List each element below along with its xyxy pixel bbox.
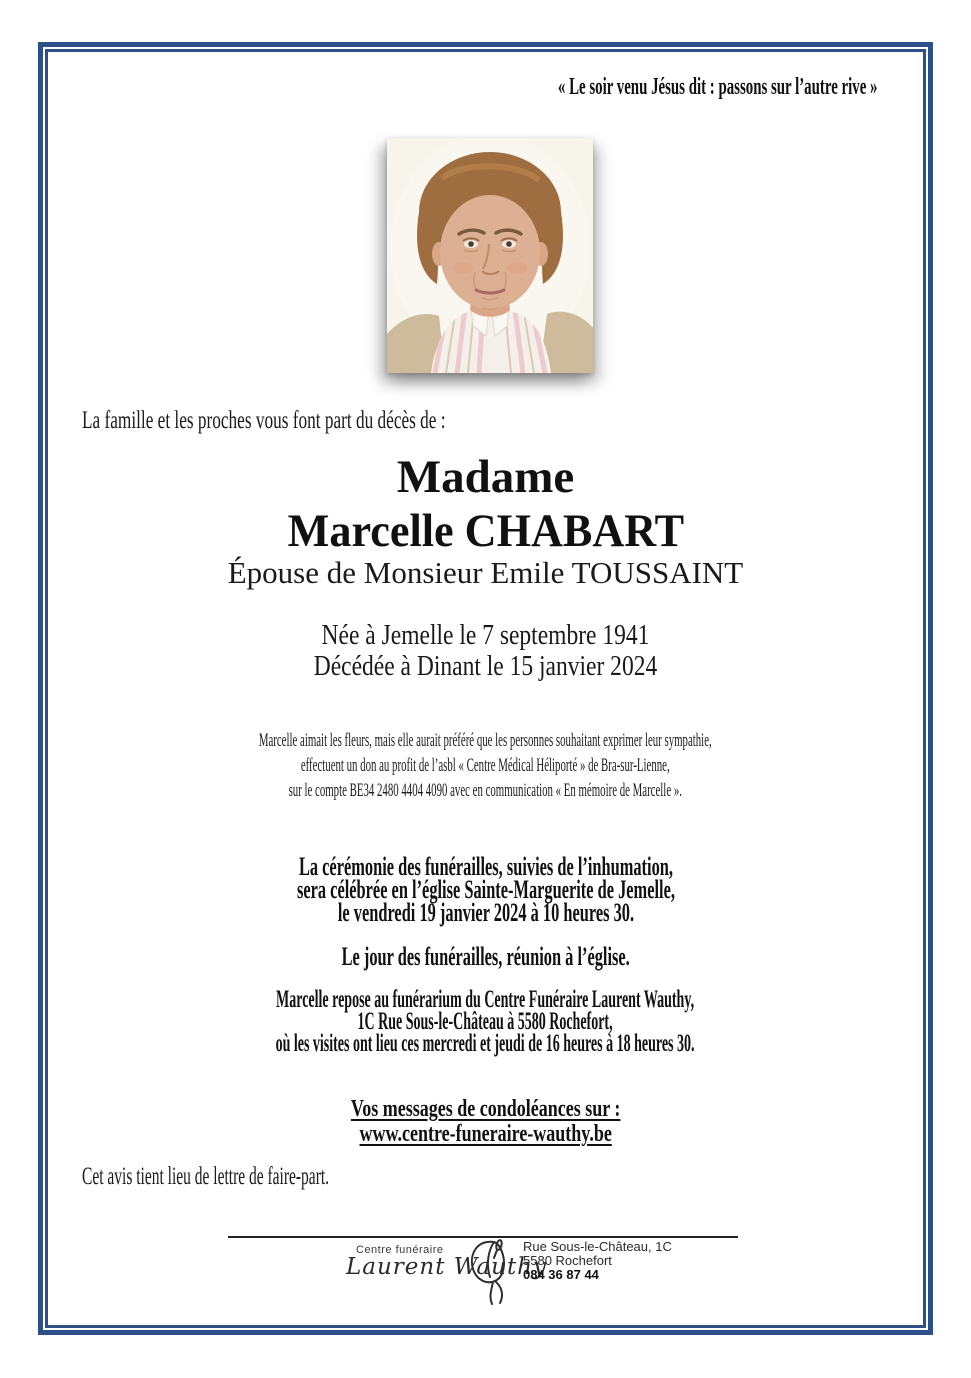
intro-text <box>82 407 609 435</box>
portrait-photo <box>387 138 593 373</box>
funeral-home-address <box>523 1240 672 1282</box>
repose-line: Marcelle repose au funérarium du Centre Funéraire Laurent Wauthy, <box>276 986 695 1013</box>
deceased-name-text: Marcelle CHABART <box>287 505 684 557</box>
address-line-2: 5580 Rochefort <box>523 1253 612 1268</box>
donation-paragraph <box>0 728 971 803</box>
repose-details <box>0 986 971 1057</box>
meeting-line-text: Le jour des funérailles, réunion à l’église. <box>341 942 630 971</box>
spouse-line-text: Épouse de Monsieur Emile TOUSSAINT <box>227 555 744 590</box>
scripture-quote-text: « Le soir venu Jésus dit : passons sur l’autre rive » <box>557 74 878 100</box>
donation-line: effectuent un don au profit de l’asbl « Centre Médical Héliporté » de Bra-sur-Lienne, <box>301 755 670 776</box>
deceased-title <box>0 452 971 502</box>
condolences-website: www.centre-funeraire-wauthy.be <box>359 1121 612 1147</box>
notice-line-text: Cet avis tient lieu de lettre de faire-part. <box>82 1163 330 1190</box>
ceremony-line: le vendredi 19 janvier 2024 à 10 heures 30. <box>337 898 634 927</box>
donation-line: sur le compte BE34 2480 4404 4090 avec en communication « En mémoire de Marcelle ». <box>288 780 683 801</box>
ceremony-line: sera célébrée en l’église Sainte-Marguerite de Jemelle, <box>296 875 675 904</box>
death-line: Décédée à Dinant le 15 janvier 2024 <box>313 651 658 682</box>
birth-line: Née à Jemelle le 7 septembre 1941 <box>321 620 650 651</box>
condolences-label: Vos messages de condoléances sur : <box>350 1096 621 1122</box>
repose-line: 1C Rue Sous-le-Château à 5580 Rochefort, <box>357 1008 614 1035</box>
donation-line: Marcelle aimait les fleurs, mais elle aurait préféré que les personnes souhaitant exprimer leur sympathie, <box>259 730 712 751</box>
notice-line <box>82 1163 480 1191</box>
funeral-home-logo-small-text: Centre funéraire <box>356 1244 444 1256</box>
calla-lily-icon <box>466 1237 516 1310</box>
portrait-illustration <box>387 138 593 373</box>
repose-line: où les visites ont lieu ces mercredi et jeudi de 16 heures à 18 heures 30. <box>276 1030 695 1057</box>
funeral-home-logo <box>346 1244 547 1278</box>
deceased-title-text: Madame <box>396 451 575 503</box>
address-line-1: Rue Sous-le-Château, 1C <box>523 1239 672 1254</box>
ceremony-details <box>0 852 971 927</box>
funeral-home-logo-name: Laurent Wauthy <box>346 1254 547 1280</box>
birth-death-dates <box>0 620 971 682</box>
ceremony-line: La cérémonie des funérailles, suivies de l’inhumation, <box>298 852 673 881</box>
condolences-block <box>0 1097 971 1147</box>
scripture-quote <box>460 74 900 100</box>
spouse-line <box>0 556 971 590</box>
meeting-line <box>0 944 971 970</box>
deceased-name <box>0 506 971 556</box>
phone-number: 084 36 87 44 <box>523 1267 599 1282</box>
intro-text-line: La famille et les proches vous font part du décès de : <box>82 407 446 434</box>
